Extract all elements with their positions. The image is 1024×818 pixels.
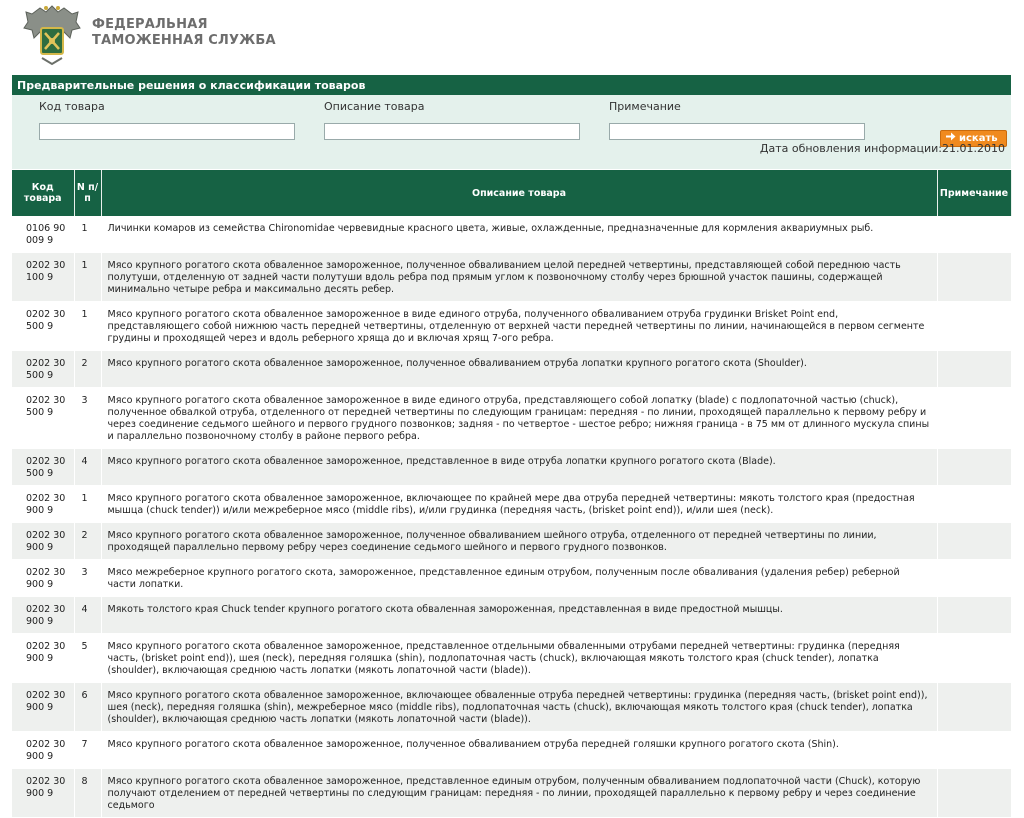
cell-note	[937, 523, 1011, 560]
table-row	[12, 683, 1011, 732]
cell-number: 5	[74, 634, 101, 683]
results-table	[12, 170, 1012, 818]
organization-name	[92, 17, 276, 49]
cell-code: 0202 30 100 9	[12, 253, 74, 302]
cell-code: 0202 30 900 9	[12, 769, 74, 818]
cell-note	[937, 449, 1011, 486]
cell-note	[937, 253, 1011, 302]
table-row	[12, 634, 1011, 683]
cell-number: 4	[74, 597, 101, 634]
org-name-line2: ТАМОЖЕННАЯ СЛУЖБА	[92, 33, 276, 48]
note-input[interactable]	[609, 123, 865, 140]
description-input[interactable]	[324, 123, 580, 140]
cell-code: 0202 30 900 9	[12, 523, 74, 560]
cell-note	[937, 216, 1011, 253]
cell-code: 0202 30 900 9	[12, 597, 74, 634]
table-row	[12, 597, 1011, 634]
cell-note	[937, 302, 1011, 351]
search-button-label: искать	[959, 133, 998, 144]
cell-description: Мясо крупного рогатого скота обваленное замороженное в виде единого отруба, представляющего собой лопатку (blade) с подлопаточной частью (chuck), полученное обвалкой отруба, отделенного от передней четвертины по следующим границам: передняя - по линии, проходящей параллельно к первому ребру и через соединение седьмого шейного и первого грудного позвонков; задняя - по четвертое - шестое ребро; нижняя граница - в 75 мм от длинного мускула спины и параллельно позвоночному столбу в районе первого ребра.	[101, 388, 937, 449]
cell-description: Мясо крупного рогатого скота обваленное замороженное, полученное обваливанием отруба передней голяшки крупного рогатого скота (Shin).	[101, 732, 937, 769]
description-label: Описание товара	[324, 100, 425, 113]
site-header	[0, 0, 1024, 74]
table-row	[12, 769, 1011, 818]
cell-description: Мясо крупного рогатого скота обваленное замороженное в виде единого отруба, полученного обваливанием отруба грудинки Brisket Point end, представляющего собой нижнюю часть передней четвертины, отделенную от верхней части передней четвертины по линии, начинающейся в первом сегменте грудины и проходящей через и вдоль реберного хряща до и включая хрящ 7-ого ребра.	[101, 302, 937, 351]
cell-code: 0202 30 900 9	[12, 486, 74, 523]
org-name-line1: ФЕДЕРАЛЬНАЯ	[92, 17, 208, 32]
table-row	[12, 732, 1011, 769]
cell-note	[937, 486, 1011, 523]
note-label: Примечание	[609, 100, 681, 113]
cell-code: 0202 30 900 9	[12, 683, 74, 732]
cell-code: 0202 30 500 9	[12, 449, 74, 486]
cell-description: Мясо крупного рогатого скота обваленное замороженное, включающее по крайней мере два отруба передней четвертины: мякоть толстого края (предостная мышца (chuck tender)) и/или межреберное мясо (middle ribs), и/или грудинка (передняя часть, (brisket point end)), и/или шея (neck).	[101, 486, 937, 523]
cell-number: 3	[74, 560, 101, 597]
cell-description: Мясо крупного рогатого скота обваленное замороженное, включающее обваленные отруба передней четвертины: грудинка (передняя часть, (brisket point end)), шея (neck), передняя голяшка (shin), межреберное мясо (middle ribs), подлопаточная часть (chuck), включающая мякоть толстого края (chuck tender), лопатка (shoulder), включающая среднюю часть лопатки (мякоть лопаточной части (blade)).	[101, 683, 937, 732]
col-header-description: Описание товара	[101, 170, 937, 216]
cell-description: Мясо крупного рогатого скота обваленное замороженное, полученное обваливанием целой передней четвертины, представляющей собой переднюю часть полутуши, отделенную от задней части полутуши вдоль ребра под прямым углом к позвоночному столбу через брюшной участок пашины, содержащей минимально четыре ребра и максимально десять ребер.	[101, 253, 937, 302]
cell-number: 2	[74, 523, 101, 560]
table-row	[12, 560, 1011, 597]
double-headed-eagle-emblem-icon	[20, 2, 84, 66]
table-row	[12, 486, 1011, 523]
cell-number: 2	[74, 351, 101, 388]
table-row	[12, 351, 1011, 388]
table-row	[12, 253, 1011, 302]
search-form	[12, 95, 1011, 169]
cell-note	[937, 597, 1011, 634]
cell-number: 8	[74, 769, 101, 818]
cell-code: 0202 30 900 9	[12, 634, 74, 683]
cell-description: Мякоть толстого края Chuck tender крупного рогатого скота обваленная замороженная, представленная в виде предостной мышцы.	[101, 597, 937, 634]
col-header-number: N п/ п	[74, 170, 101, 216]
cell-description: Мясо крупного рогатого скота обваленное замороженное, полученное обваливанием отруба лопатки крупного рогатого скота (Shoulder).	[101, 351, 937, 388]
arrow-right-icon	[946, 132, 956, 141]
cell-number: 1	[74, 486, 101, 523]
table-row	[12, 388, 1011, 449]
cell-note	[937, 560, 1011, 597]
cell-code: 0202 30 900 9	[12, 560, 74, 597]
update-date: Дата обновления информации:21.01.2010	[759, 142, 1005, 155]
table-header-row	[12, 170, 1011, 216]
cell-code: 0202 30 500 9	[12, 388, 74, 449]
cell-description: Мясо крупного рогатого скота обваленное замороженное, представленное в виде отруба лопатки крупного рогатого скота (Blade).	[101, 449, 937, 486]
cell-note	[937, 769, 1011, 818]
cell-description: Личинки комаров из семейства Chironomidae червевидные красного цвета, живые, охлажденные, предназначенные для кормления аквариумных рыб.	[101, 216, 937, 253]
table-row	[12, 302, 1011, 351]
cell-number: 7	[74, 732, 101, 769]
code-label: Код товара	[39, 100, 105, 113]
cell-number: 1	[74, 302, 101, 351]
cell-description: Мясо межреберное крупного рогатого скота, замороженное, представленное единым отрубом, полученным после обваливания (удаления ребер) реберной части лопатки.	[101, 560, 937, 597]
table-row	[12, 449, 1011, 486]
cell-note	[937, 388, 1011, 449]
cell-code: 0202 30 500 9	[12, 351, 74, 388]
cell-note	[937, 732, 1011, 769]
cell-note	[937, 634, 1011, 683]
cell-code: 0202 30 900 9	[12, 732, 74, 769]
panel-title: Предварительные решения о классификации товаров	[12, 75, 1011, 95]
cell-note	[937, 683, 1011, 732]
table-row	[12, 523, 1011, 560]
cell-code: 0106 90 009 9	[12, 216, 74, 253]
cell-number: 4	[74, 449, 101, 486]
cell-number: 3	[74, 388, 101, 449]
cell-note	[937, 351, 1011, 388]
cell-description: Мясо крупного рогатого скота обваленное замороженное, представленное единым отрубом, полученным обваливанием подлопаточной части (Chuck), которую получают отделением от передней четвертины по следующим границам: передняя - по линии, проходящей параллельно к первому ребру и через соединение седьмого	[101, 769, 937, 818]
cell-number: 6	[74, 683, 101, 732]
code-input[interactable]	[39, 123, 295, 140]
cell-description: Мясо крупного рогатого скота обваленное замороженное, представленное отдельными обваленными отрубами передней четвертины: грудинка (передняя часть, (brisket point end)), шея (neck), передняя голяшка (shin), подлопаточная часть (chuck), включающая мякоть толстого края (chuck tender), лопатка (shoulder), включающая среднюю часть лопатки (мякоть лопаточной части (blade)).	[101, 634, 937, 683]
cell-number: 1	[74, 216, 101, 253]
col-header-note: Примечание	[937, 170, 1011, 216]
cell-code: 0202 30 500 9	[12, 302, 74, 351]
col-header-code: Код товара	[12, 170, 74, 216]
table-row	[12, 216, 1011, 253]
search-panel	[12, 75, 1011, 169]
cell-description: Мясо крупного рогатого скота обваленное замороженное, полученное обваливанием шейного отруба, отделенного от передней четвертины по линии, проходящей параллельно первому ребру через соединение седьмого шейного и первого грудного позвонков.	[101, 523, 937, 560]
cell-number: 1	[74, 253, 101, 302]
